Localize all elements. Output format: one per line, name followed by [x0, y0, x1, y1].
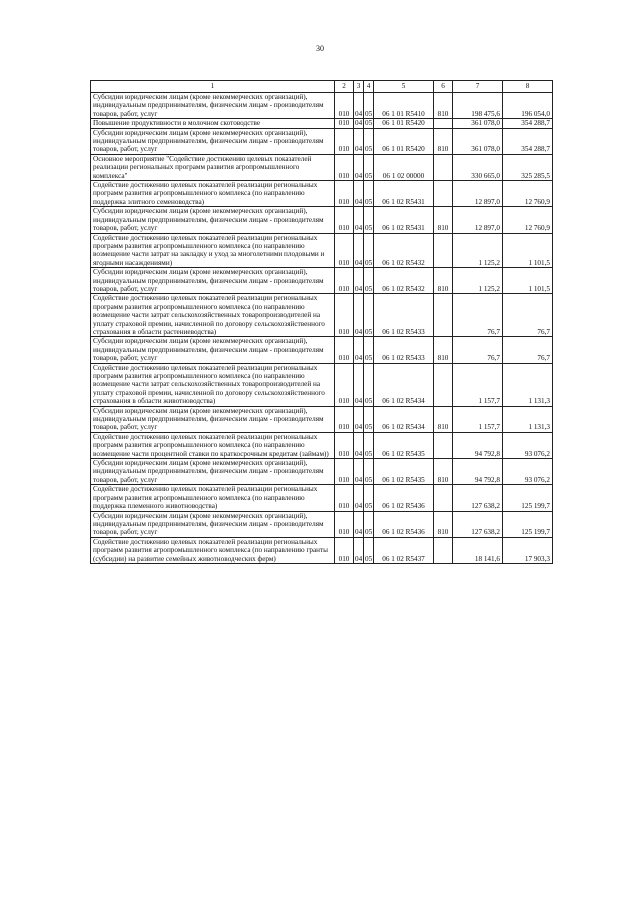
expense-type-cell: 810: [434, 511, 453, 537]
admin-code-cell: 010: [335, 459, 354, 485]
subsection-cell: 05: [364, 268, 374, 294]
column-header-7: 7: [453, 81, 503, 93]
table-body: [91, 93, 553, 564]
row-name-cell: Содействие достижению целевых показателей реализации региональных программ развития агропромышленного комплекса (по направлению возмещение части затрат сельскохозяйственных товаропроизводителей на уплату страховой премии, начисленной по договору сельскохозяйственного страхования в области животноводства): [91, 363, 335, 406]
table-row: [91, 207, 553, 233]
admin-code-cell: 010: [335, 154, 354, 180]
target-article-cell: 06 1 02 R5434: [374, 363, 434, 406]
row-name-cell: Субсидии юридическим лицам (кроме некоммерческих организаций), индивидуальным предпринимателям, физическим лицам - производителям товаров, работ, услуг: [91, 128, 335, 154]
target-article-cell: 06 1 01 R5420: [374, 119, 434, 128]
row-name-cell: Субсидии юридическим лицам (кроме некоммерческих организаций), индивидуальным предпринимателям, физическим лицам - производителям товаров, работ, услуг: [91, 511, 335, 537]
target-article-cell: 06 1 01 R5410: [374, 93, 434, 119]
planned-amount-cell: 1 157,7: [453, 406, 503, 432]
planned-amount-cell: 94 792,8: [453, 432, 503, 458]
actual-amount-cell: 354 288,7: [503, 128, 553, 154]
column-header-1: 1: [91, 81, 335, 93]
row-name-cell: Субсидии юридическим лицам (кроме некоммерческих организаций), индивидуальным предпринимателям, физическим лицам - производителям товаров, работ, услуг: [91, 93, 335, 119]
row-name-cell: Содействие достижению целевых показателей реализации региональных программ развития агропромышленного комплекса (по направлению возмещение части затрат на закладку и уход за многолетними плодовыми и ягодными насаждениями): [91, 233, 335, 268]
expense-type-cell: 810: [434, 268, 453, 294]
section-cell: 04: [354, 128, 364, 154]
admin-code-cell: 010: [335, 406, 354, 432]
section-cell: 04: [354, 294, 364, 337]
planned-amount-cell: 76,7: [453, 294, 503, 337]
subsection-cell: 05: [364, 432, 374, 458]
target-article-cell: 06 1 02 R5436: [374, 511, 434, 537]
section-cell: 04: [354, 363, 364, 406]
row-name-cell: Содействие достижению целевых показателей реализации региональных программ развития агропромышленного комплекса (по направлению возмещение части затрат сельскохозяйственных товаропроизводителей на уплату страховой премии, начисленной по договору сельскохозяйственного страхования в области растениеводства): [91, 294, 335, 337]
row-name-cell: Субсидии юридическим лицам (кроме некоммерческих организаций), индивидуальным предпринимателям, физическим лицам - производителям товаров, работ, услуг: [91, 268, 335, 294]
planned-amount-cell: 18 141,6: [453, 537, 503, 563]
expense-type-cell: [434, 432, 453, 458]
actual-amount-cell: 1 101,5: [503, 233, 553, 268]
row-name-cell: Основное мероприятие "Содействие достижению целевых показателей реализации региональных программ развития агропромышленного комплекса": [91, 154, 335, 180]
actual-amount-cell: 12 760,9: [503, 181, 553, 207]
section-cell: 04: [354, 181, 364, 207]
target-article-cell: 06 1 02 R5431: [374, 207, 434, 233]
expense-type-cell: 810: [434, 128, 453, 154]
subsection-cell: 05: [364, 128, 374, 154]
subsection-cell: 05: [364, 363, 374, 406]
section-cell: 04: [354, 207, 364, 233]
admin-code-cell: 010: [335, 294, 354, 337]
actual-amount-cell: 125 199,7: [503, 485, 553, 511]
row-name-cell: Содействие достижению целевых показателей реализации региональных программ развития агропромышленного комплекса (по направлению возмещение части процентной ставки по краткосрочным кредитам (займам)): [91, 432, 335, 458]
admin-code-cell: 010: [335, 233, 354, 268]
column-header-6: 6: [434, 81, 453, 93]
planned-amount-cell: 127 638,2: [453, 511, 503, 537]
table-row: [91, 181, 553, 207]
table-row: [91, 93, 553, 119]
admin-code-cell: 010: [335, 511, 354, 537]
table-row: [91, 406, 553, 432]
planned-amount-cell: 127 638,2: [453, 485, 503, 511]
subsection-cell: 05: [364, 511, 374, 537]
table-row: [91, 233, 553, 268]
subsection-cell: 05: [364, 233, 374, 268]
admin-code-cell: 010: [335, 93, 354, 119]
section-cell: 04: [354, 268, 364, 294]
admin-code-cell: 010: [335, 337, 354, 363]
page-number: 30: [316, 44, 324, 53]
column-header-8: 8: [503, 81, 553, 93]
table-row: [91, 432, 553, 458]
section-cell: 04: [354, 511, 364, 537]
target-article-cell: 06 1 02 R5432: [374, 233, 434, 268]
table-row: [91, 485, 553, 511]
subsection-cell: 05: [364, 459, 374, 485]
admin-code-cell: 010: [335, 485, 354, 511]
expense-type-cell: 810: [434, 459, 453, 485]
section-cell: 04: [354, 485, 364, 511]
subsection-cell: 05: [364, 154, 374, 180]
table-row: [91, 268, 553, 294]
table-row: [91, 128, 553, 154]
budget-table: [90, 80, 553, 564]
planned-amount-cell: 361 078,0: [453, 128, 503, 154]
row-name-cell: Повышение продуктивности в молочном скотоводстве: [91, 119, 335, 128]
expense-type-cell: 810: [434, 207, 453, 233]
section-cell: 04: [355, 119, 363, 128]
row-name-cell: Субсидии юридическим лицам (кроме некоммерческих организаций), индивидуальным предпринимателям, физическим лицам - производителям товаров, работ, услуг: [91, 406, 335, 432]
expense-type-cell: [434, 485, 453, 511]
subsection-cell: 05: [365, 119, 373, 128]
row-name-cell: Субсидии юридическим лицам (кроме некоммерческих организаций), индивидуальным предпринимателям, физическим лицам - производителям товаров, работ, услуг: [91, 207, 335, 233]
admin-code-cell: 010: [335, 363, 354, 406]
section-cell: 04: [354, 233, 364, 268]
admin-code-cell: 010: [335, 432, 354, 458]
expense-type-cell: [434, 181, 453, 207]
section-cell: 04: [354, 154, 364, 180]
target-article-cell: 06 1 02 R5435: [374, 459, 434, 485]
planned-amount-cell: 1 125,2: [453, 268, 503, 294]
expense-type-cell: 810: [434, 406, 453, 432]
admin-code-cell: 010: [335, 268, 354, 294]
row-name-cell: Содействие достижению целевых показателей реализации региональных программ развития агропромышленного комплекса (по направлению гранты (субсидии) на развитие семейных животноводческих ферм): [91, 537, 335, 563]
actual-amount-cell: 125 199,7: [503, 511, 553, 537]
planned-amount-cell: 361 078,0: [453, 119, 503, 128]
actual-amount-cell: 1 101,5: [503, 268, 553, 294]
target-article-cell: 06 1 02 R5432: [374, 268, 434, 294]
expense-type-cell: [434, 537, 453, 563]
planned-amount-cell: 330 665,0: [453, 154, 503, 180]
column-header-3: 3: [354, 81, 364, 93]
table-row: [91, 363, 553, 406]
target-article-cell: 06 1 01 R5420: [374, 128, 434, 154]
subsection-cell: 05: [364, 93, 374, 119]
section-cell: 04: [354, 432, 364, 458]
expense-type-cell: 810: [434, 337, 453, 363]
section-cell: 04: [354, 406, 364, 432]
target-article-cell: 06 1 02 R5433: [374, 337, 434, 363]
target-article-cell: 06 1 02 R5431: [374, 181, 434, 207]
expense-type-cell: [434, 233, 453, 268]
expense-type-cell: [434, 119, 453, 128]
section-cell: 04: [354, 537, 364, 563]
actual-amount-cell: 76,7: [503, 294, 553, 337]
target-article-cell: 06 1 02 R5435: [374, 432, 434, 458]
admin-code-cell: 010: [335, 207, 354, 233]
column-header-5: 5: [374, 81, 434, 93]
section-cell: 04: [354, 337, 364, 363]
expense-type-cell: [434, 154, 453, 180]
expense-type-cell: [434, 363, 453, 406]
admin-code-cell: 010: [335, 119, 354, 128]
actual-amount-cell: 1 131,3: [503, 406, 553, 432]
table-row: [91, 511, 553, 537]
target-article-cell: 06 1 02 R5437: [374, 537, 434, 563]
actual-amount-cell: 325 285,5: [503, 154, 553, 180]
row-name-cell: Содействие достижению целевых показателей реализации региональных программ развития агропромышленного комплекса (по направлению поддержка элитного семеноводства): [91, 181, 335, 207]
planned-amount-cell: 1 157,7: [453, 363, 503, 406]
subsection-cell: 05: [364, 406, 374, 432]
admin-code-cell: 010: [335, 128, 354, 154]
actual-amount-cell: 76,7: [503, 337, 553, 363]
row-name-cell: Субсидии юридическим лицам (кроме некоммерческих организаций), индивидуальным предпринимателям, физическим лицам - производителям товаров, работ, услуг: [91, 459, 335, 485]
planned-amount-cell: 12 897,0: [453, 181, 503, 207]
actual-amount-cell: 17 903,3: [503, 537, 553, 563]
section-cell: 04: [354, 459, 364, 485]
planned-amount-cell: 76,7: [453, 337, 503, 363]
actual-amount-cell: 1 131,3: [503, 363, 553, 406]
subsection-cell: 05: [364, 207, 374, 233]
header-row: [91, 81, 553, 93]
actual-amount-cell: 196 054,0: [503, 93, 553, 119]
subsection-cell: 05: [364, 337, 374, 363]
row-name-cell: Субсидии юридическим лицам (кроме некоммерческих организаций), индивидуальным предпринимателям, физическим лицам - производителям товаров, работ, услуг: [91, 337, 335, 363]
subsection-cell: 05: [364, 537, 374, 563]
table-row: [91, 294, 553, 337]
table-row: [91, 459, 553, 485]
actual-amount-cell: 93 076,2: [503, 432, 553, 458]
row-name-cell: Содействие достижению целевых показателей реализации региональных программ развития агропромышленного комплекса (по направлению поддержка племенного животноводства): [91, 485, 335, 511]
column-header-4: 4: [364, 81, 374, 93]
planned-amount-cell: 1 125,2: [453, 233, 503, 268]
actual-amount-cell: 12 760,9: [503, 207, 553, 233]
subsection-cell: 05: [364, 181, 374, 207]
column-header-2: 2: [335, 81, 354, 93]
planned-amount-cell: 198 475,6: [453, 93, 503, 119]
expense-type-cell: [434, 294, 453, 337]
admin-code-cell: 010: [335, 537, 354, 563]
target-article-cell: 06 1 02 R5436: [374, 485, 434, 511]
table-row: [91, 537, 553, 563]
actual-amount-cell: 93 076,2: [503, 459, 553, 485]
expense-type-cell: 810: [434, 93, 453, 119]
table-row: [91, 119, 553, 128]
subsection-cell: 05: [364, 485, 374, 511]
table-row: [91, 154, 553, 180]
section-cell: 04: [354, 93, 364, 119]
target-article-cell: 06 1 02 R5434: [374, 406, 434, 432]
actual-amount-cell: 354 288,7: [503, 119, 553, 128]
subsection-cell: 05: [364, 294, 374, 337]
target-article-cell: 06 1 02 00000: [374, 154, 434, 180]
target-article-cell: 06 1 02 R5433: [374, 294, 434, 337]
admin-code-cell: 010: [335, 181, 354, 207]
table-row: [91, 337, 553, 363]
planned-amount-cell: 94 792,8: [453, 459, 503, 485]
planned-amount-cell: 12 897,0: [453, 207, 503, 233]
